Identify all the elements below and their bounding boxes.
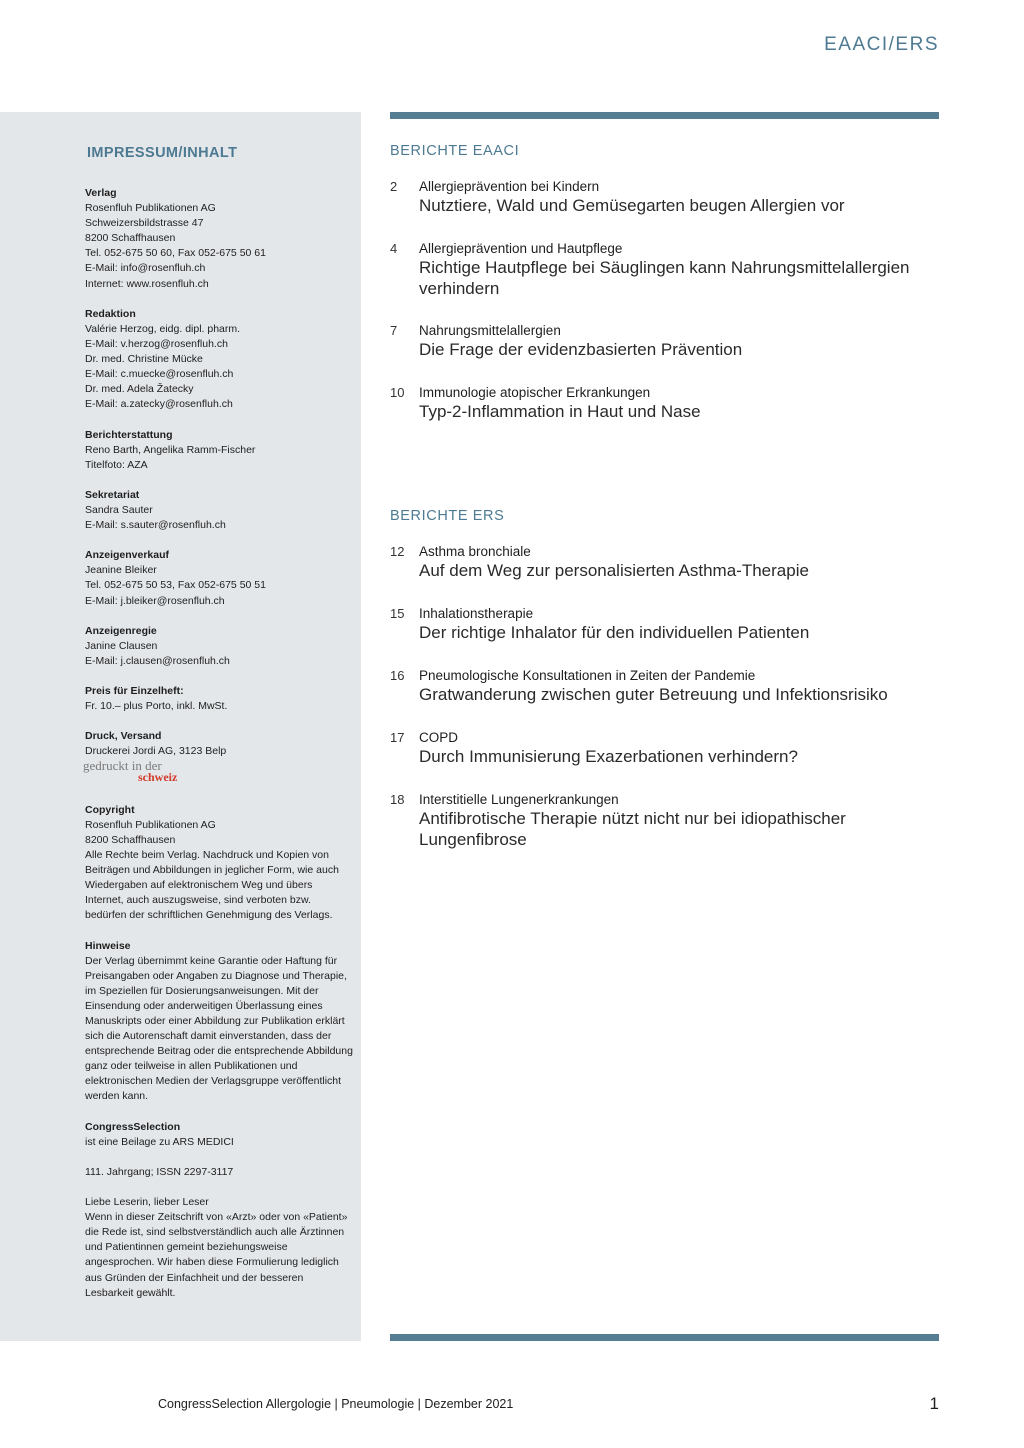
toc-kicker: Nahrungsmittelallergien bbox=[419, 323, 561, 338]
imprint-jahrgang bbox=[85, 1165, 353, 1180]
imprint-berichterstattung bbox=[85, 428, 353, 473]
hinweise-title: Hinweise bbox=[85, 939, 131, 952]
toc-kicker: Inhalationstherapie bbox=[419, 606, 534, 621]
toc-page-number: 2 bbox=[390, 179, 398, 194]
hinweise-text: Der Verlag übernimmt keine Garantie oder Haftung für Preisangaben oder Angaben zu Diagnose und Therapie, im Speziellen für Dosierungsanweisungen. Mit der Einsendung oder anderweitigen Überlassung eines Manuskripts oder einer Abbildung zur Publikation erklärt sich die Autorenschaft damit einverstanden, dass der entsprechende Beitrag oder die entsprechende Abbildung ganz oder teilweise in allen Publikationen und elektronischen Medien der Verlagsgruppe veröffentlicht werden kann. bbox=[85, 954, 353, 1103]
toc-kicker: Allergieprävention bei Kindern bbox=[419, 179, 600, 194]
copyright-text: Alle Rechte beim Verlag. Nachdruck und Kopien von Beiträgen und Abbildungen in jeglicher Form, wie auch Wiedergaben auf elektronischem Weg und übers Internet, auch auszugsweise, sind verboten bzw. bedürfen der schriftlichen Genehmigung des Verlags. bbox=[85, 848, 339, 922]
imprint-line: E-Mail: c.muecke@rosenfluh.ch bbox=[85, 368, 234, 381]
imprint-line: Druckerei Jordi AG, 3123 Belp bbox=[85, 745, 227, 758]
anzeigenregie-title: Anzeigenregie bbox=[85, 624, 157, 637]
imprint-anzeigenregie bbox=[85, 624, 353, 669]
logo-line-1: gedruckt in der bbox=[83, 757, 162, 773]
congress-title: CongressSelection bbox=[85, 1120, 181, 1133]
jahrgang-line: 111. Jahrgang; ISSN 2297-3117 bbox=[85, 1165, 234, 1178]
imprint-line: Sandra Sauter bbox=[85, 503, 153, 516]
redaktion-title: Redaktion bbox=[85, 307, 136, 320]
imprint-line: 8200 Schaffhausen bbox=[85, 833, 176, 846]
section-title-ers: BERICHTE ERS bbox=[390, 508, 505, 524]
imprint-line: Fr. 10.– plus Porto, inkl. MwSt. bbox=[85, 700, 228, 713]
imprint-druck bbox=[85, 729, 353, 787]
sekretariat-title: Sekretariat bbox=[85, 488, 140, 501]
page-number: 1 bbox=[929, 1394, 939, 1413]
toc-page-number: 18 bbox=[390, 792, 405, 807]
toc-headline: Durch Immunisierung Exazerbationen verhindern? bbox=[419, 747, 798, 766]
imprint-line: Valérie Herzog, eidg. dipl. pharm. bbox=[85, 322, 241, 335]
imprint-line: Internet: www.rosenfluh.ch bbox=[85, 277, 209, 290]
toc-kicker: Allergieprävention und Hautpflege bbox=[419, 241, 623, 256]
imprint-line: E-Mail: j.clausen@rosenfluh.ch bbox=[85, 654, 230, 667]
imprint-line: Tel. 052-675 50 53, Fax 052-675 50 51 bbox=[85, 579, 266, 592]
sidebar-title: IMPRESSUM/INHALT bbox=[87, 145, 238, 161]
imprint-copyright bbox=[85, 803, 353, 924]
gedruckt-in-der-schweiz-logo bbox=[83, 757, 205, 788]
imprint-line: 8200 Schaffhausen bbox=[85, 232, 176, 245]
toc-page-number: 7 bbox=[390, 323, 398, 338]
toc-page-number: 15 bbox=[390, 606, 405, 621]
imprint bbox=[85, 186, 353, 1316]
toc-headline: Richtige Hautpflege bei Säuglingen kann Nahrungsmittelallergien verhindern bbox=[419, 258, 910, 298]
imprint-sekretariat bbox=[85, 488, 353, 533]
toc-page-number: 12 bbox=[390, 544, 405, 559]
imprint-line: E-Mail: j.bleiker@rosenfluh.ch bbox=[85, 594, 225, 607]
imprint-line: Rosenfluh Publikationen AG bbox=[85, 202, 216, 215]
imprint-line: E-Mail: a.zatecky@rosenfluh.ch bbox=[85, 398, 233, 411]
verlag-title: Verlag bbox=[85, 187, 117, 199]
logo-line-2: schweiz bbox=[138, 769, 178, 784]
copyright-title: Copyright bbox=[85, 803, 135, 816]
imprint-line: Tel. 052-675 50 60, Fax 052-675 50 61 bbox=[85, 247, 266, 260]
imprint-line: Dr. med. Christine Mücke bbox=[85, 353, 203, 366]
leser-greeting: Liebe Leserin, lieber Leser bbox=[85, 1196, 209, 1209]
imprint-hinweise bbox=[85, 939, 353, 1105]
toc-page-number: 4 bbox=[390, 241, 398, 256]
toc-kicker: Asthma bronchiale bbox=[419, 544, 531, 559]
imprint-leser bbox=[85, 1195, 353, 1301]
leser-text: Wenn in dieser Zeitschrift von «Arzt» oder von «Patient» die Rede ist, sind selbstverständlich auch alle Ärztinnen und Patientinnen gemeint beziehungsweise angesprochen. Wir haben diese Formulierung lediglich aus Gründen der Einfachheit und der besseren Lesbarkeit gewählt. bbox=[85, 1211, 348, 1299]
imprint-line: Schweizersbildstrasse 47 bbox=[85, 217, 204, 230]
imprint-line: Dr. med. Adela Žatecky bbox=[85, 383, 194, 396]
toc-headline: Gratwanderung zwischen guter Betreuung und Infektionsrisiko bbox=[419, 685, 888, 704]
imprint-verlag bbox=[85, 186, 353, 292]
toc-page-number: 16 bbox=[390, 668, 405, 683]
imprint-line: E-Mail: s.sauter@rosenfluh.ch bbox=[85, 519, 226, 532]
toc-kicker: COPD bbox=[419, 730, 459, 745]
imprint-line: Rosenfluh Publikationen AG bbox=[85, 818, 216, 831]
section-tag: EAACI/ERS bbox=[824, 34, 939, 55]
section-title-eaaci: BERICHTE EAACI bbox=[390, 143, 520, 159]
toc-headline: Antifibrotische Therapie nützt nicht nur bei idiopathischer Lungenfibrose bbox=[419, 809, 846, 849]
imprint-line: Janine Clausen bbox=[85, 639, 158, 652]
toc-headline: Typ-2-Inflammation in Haut und Nase bbox=[419, 402, 701, 421]
toc-headline: Der richtige Inhalator für den individuellen Patienten bbox=[419, 623, 810, 642]
toc-page-number: 10 bbox=[390, 385, 405, 400]
berichterstattung-title: Berichterstattung bbox=[85, 428, 173, 441]
toc-headline: Auf dem Weg zur personalisierten Asthma-Therapie bbox=[419, 561, 809, 580]
toc-kicker: Interstitielle Lungenerkrankungen bbox=[419, 792, 619, 807]
toc-headline: Die Frage der evidenzbasierten Prävention bbox=[419, 340, 743, 359]
imprint-preis bbox=[85, 684, 353, 714]
imprint-line: Titelfoto: AZA bbox=[85, 458, 148, 471]
toc-page-number: 17 bbox=[390, 730, 405, 745]
imprint-line: E-Mail: info@rosenfluh.ch bbox=[85, 262, 206, 275]
top-rule bbox=[390, 112, 939, 119]
imprint-line: ist eine Beilage zu ARS MEDICI bbox=[85, 1135, 234, 1148]
imprint-redaktion bbox=[85, 307, 353, 413]
preis-title: Preis für Einzelheft: bbox=[85, 685, 184, 698]
imprint-anzeigenverkauf bbox=[85, 548, 353, 608]
footer-publication-info: CongressSelection Allergologie | Pneumologie | Dezember 2021 bbox=[158, 1397, 514, 1411]
anzeigenverkauf-title: Anzeigenverkauf bbox=[85, 549, 170, 562]
toc-kicker: Pneumologische Konsultationen in Zeiten der Pandemie bbox=[419, 668, 756, 683]
imprint-line: E-Mail: v.herzog@rosenfluh.ch bbox=[85, 337, 228, 350]
toc-kicker: Immunologie atopischer Erkrankungen bbox=[419, 385, 651, 400]
imprint-line: Jeanine Bleiker bbox=[85, 564, 157, 577]
imprint-line: Reno Barth, Angelika Ramm-Fischer bbox=[85, 443, 256, 456]
bottom-rule bbox=[390, 1334, 939, 1341]
imprint-congress bbox=[85, 1120, 353, 1150]
druck-title: Druck, Versand bbox=[85, 730, 162, 743]
toc-headline: Nutztiere, Wald und Gemüsegarten beugen Allergien vor bbox=[419, 196, 845, 215]
